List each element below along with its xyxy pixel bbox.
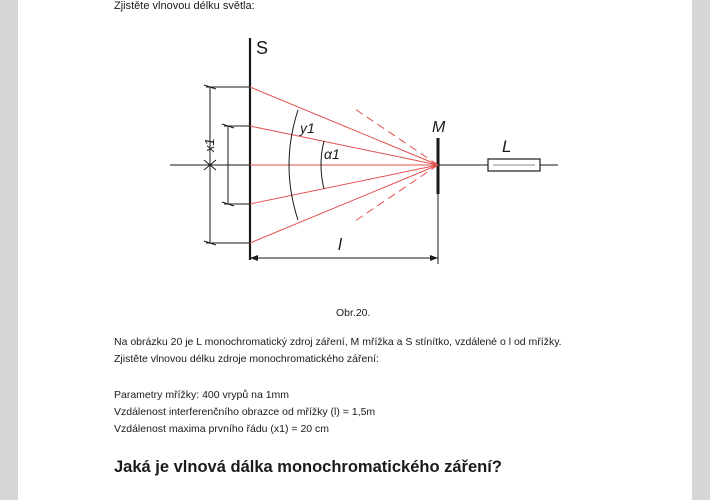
document-page xyxy=(18,0,692,500)
intro-text: Zjistěte vlnovou délku světla: xyxy=(114,0,255,12)
ray-order-plus-1 xyxy=(250,126,438,165)
ray-order-minus-1 xyxy=(250,165,438,204)
diffraction-rays xyxy=(250,87,438,243)
param-maximum: Vzdálenost maxima prvního řádu (x1) = 20 cm xyxy=(114,423,330,435)
description-line-1: Na obrázku 20 je L monochromatický zdroj záření, M mřížka a S stínítko, vzdálené o l od mřížky. xyxy=(114,336,562,348)
source-label: L xyxy=(502,137,512,156)
ray-order-minus-2 xyxy=(250,165,438,243)
grating-label: M xyxy=(432,119,446,136)
description-line-2: Zjistěte vlnovou délku zdroje monochromatického záření: xyxy=(114,353,379,365)
distance-label: l xyxy=(338,235,342,254)
question-heading: Jaká je vlnová dálka monochromatického záření? xyxy=(114,458,502,476)
diffraction-figure xyxy=(158,28,588,283)
diffraction-diagram xyxy=(158,28,588,278)
alpha1-label: α1 xyxy=(324,146,340,162)
y1-label: y1 xyxy=(300,120,315,136)
param-distance: Vzdálenost interferenčního obrazce od mřížky (l) = 1,5m xyxy=(114,406,376,418)
screen-label: S xyxy=(256,38,269,58)
ray-order-plus-2 xyxy=(250,87,438,165)
param-grating: Parametry mřížky: 400 vrypů na 1mm xyxy=(114,389,290,401)
x1-label: x1 xyxy=(202,138,217,152)
figure-caption: Obr.20. xyxy=(336,307,371,319)
